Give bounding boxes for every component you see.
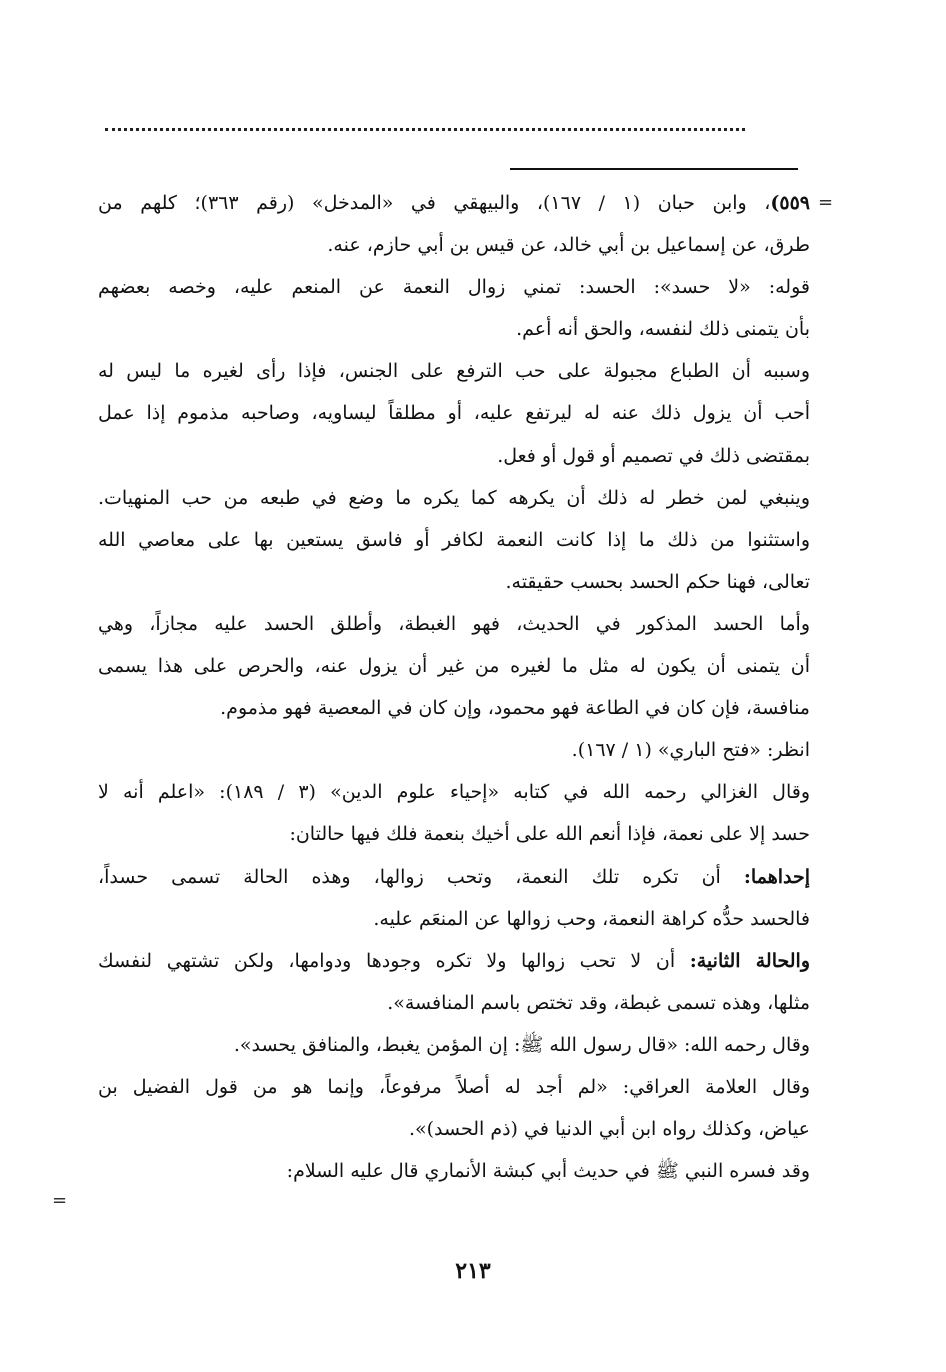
line-text: طرق، عن إسماعيل بن أبي خالد، عن قيس بن أبي حازم، عنه. [327, 234, 810, 257]
bold-lead-text: إحداهما: [743, 865, 810, 888]
text-line [98, 771, 810, 813]
text-line [98, 729, 810, 771]
margin-continuation-mark-top: = [818, 192, 834, 213]
text-line [98, 1150, 810, 1192]
text-line [98, 392, 810, 434]
text-line [98, 813, 810, 855]
line-text: وقال العلامة العراقي: «لم أجد له أصلاً مرفوعاً، وإنما هو من قول الفضيل بن [98, 1075, 811, 1098]
text-line [98, 182, 810, 224]
text-line [98, 645, 810, 687]
text-line [98, 435, 810, 477]
line-text: أن لا تحب زوالها ولا تكره وجودها ودوامها، ولكن تشتهي لنفسك [98, 949, 690, 972]
bold-lead-text: والحالة الثانية: [689, 949, 810, 972]
footnote-text-block [98, 182, 810, 1192]
text-line [98, 224, 810, 266]
text-line [98, 687, 810, 729]
line-text: وسببه أن الطباع مجبولة على حب الترفع على الجنس، فإذا رأى لغيره ما ليس له [98, 360, 810, 383]
line-text: وقال الغزالي رحمه الله في كتابه «إحياء علوم الدين» (٣ / ١٨٩): «اعلم أنه لا [98, 781, 810, 804]
line-text: مثلها، وهذه تسمى غبطة، وقد تختص باسم المنافسة». [387, 991, 810, 1014]
text-line [98, 308, 810, 350]
line-text: أحب أن يزول ذلك عنه له ليرتفع عليه، أو مطلقاً ليساويه، وصاحبه مذموم إذا عمل [98, 402, 810, 425]
text-line [98, 561, 810, 603]
text-line [98, 1024, 810, 1066]
line-text: انظر: «فتح الباري» (١ / ١٦٧). [571, 739, 810, 762]
line-text: وينبغي لمن خطر له ذلك أن يكرهه كما يكره ما وضع في طبعه من حب المنهيات. [98, 486, 810, 509]
footnote-separator [510, 168, 798, 170]
text-line [98, 898, 810, 940]
line-text: ، وابن حبان (١ / ١٦٧)، والبيهقي في «المدخل» (رقم ٣٦٣)؛ كلهم من [98, 192, 771, 214]
line-text: بمقتضى ذلك في تصميم أو قول أو فعل. [497, 444, 810, 467]
line-text: حسد إلا على نعمة، فإذا أنعم الله على أخيك بنعمة فلك فيها حالتان: [289, 823, 810, 846]
text-line [98, 519, 810, 561]
line-text: فالحسد حدُّه كراهة النعمة، وحب زوالها عن المنعَم عليه. [373, 907, 810, 930]
text-line [98, 477, 810, 519]
line-text: أن تكره تلك النعمة، وتحب زوالها، وهذه الحالة تسمى حسداً، [98, 865, 744, 888]
line-text: تعالى، فهنا حكم الحسد بحسب حقيقته. [505, 570, 810, 593]
text-line [98, 1108, 810, 1150]
line-text: بأن يتمنى ذلك لنفسه، والحق أنه أعم. [516, 318, 810, 341]
line-text: وقال رحمه الله: «قال رسول الله ﷺ: إن المؤمن يغبط، والمنافق يحسد». [233, 1033, 810, 1056]
page-number: ٢١٣ [455, 1258, 491, 1284]
text-line [98, 266, 810, 308]
text-line [98, 603, 810, 645]
margin-continuation-mark-bottom: = [52, 1190, 68, 1211]
dotted-separator [105, 128, 745, 131]
line-text: أن يتمنى أن يكون له مثل ما لغيره من غير أن يزول عنه، والحرص على هذا يسمى [98, 655, 810, 678]
line-text: وأما الحسد المذكور في الحديث، فهو الغبطة، وأطلق الحسد عليه مجازاً، وهي [98, 612, 810, 635]
line-text: قوله: «لا حسد»: الحسد: تمني زوال النعمة عن المنعم عليه، وخصه بعضهم [98, 276, 810, 299]
line-text: واستثنوا من ذلك ما إذا كانت النعمة لكافر أو فاسق يستعين بها على معاصي الله [98, 528, 810, 551]
bold-lead-text: ٥٥٩) [770, 192, 810, 214]
line-text: منافسة، فإن كان في الطاعة فهو محمود، وإن كان في المعصية فهو مذموم. [220, 697, 810, 720]
line-text: عياض، وكذلك رواه ابن أبي الدنيا في (ذم الحسد)». [408, 1118, 810, 1141]
text-line [98, 350, 810, 392]
text-line [98, 940, 810, 982]
text-line [98, 856, 810, 898]
text-line [98, 982, 810, 1024]
line-text: وقد فسره النبي ﷺ في حديث أبي كبشة الأنماري قال عليه السلام: [286, 1160, 810, 1183]
text-line [98, 1066, 810, 1108]
